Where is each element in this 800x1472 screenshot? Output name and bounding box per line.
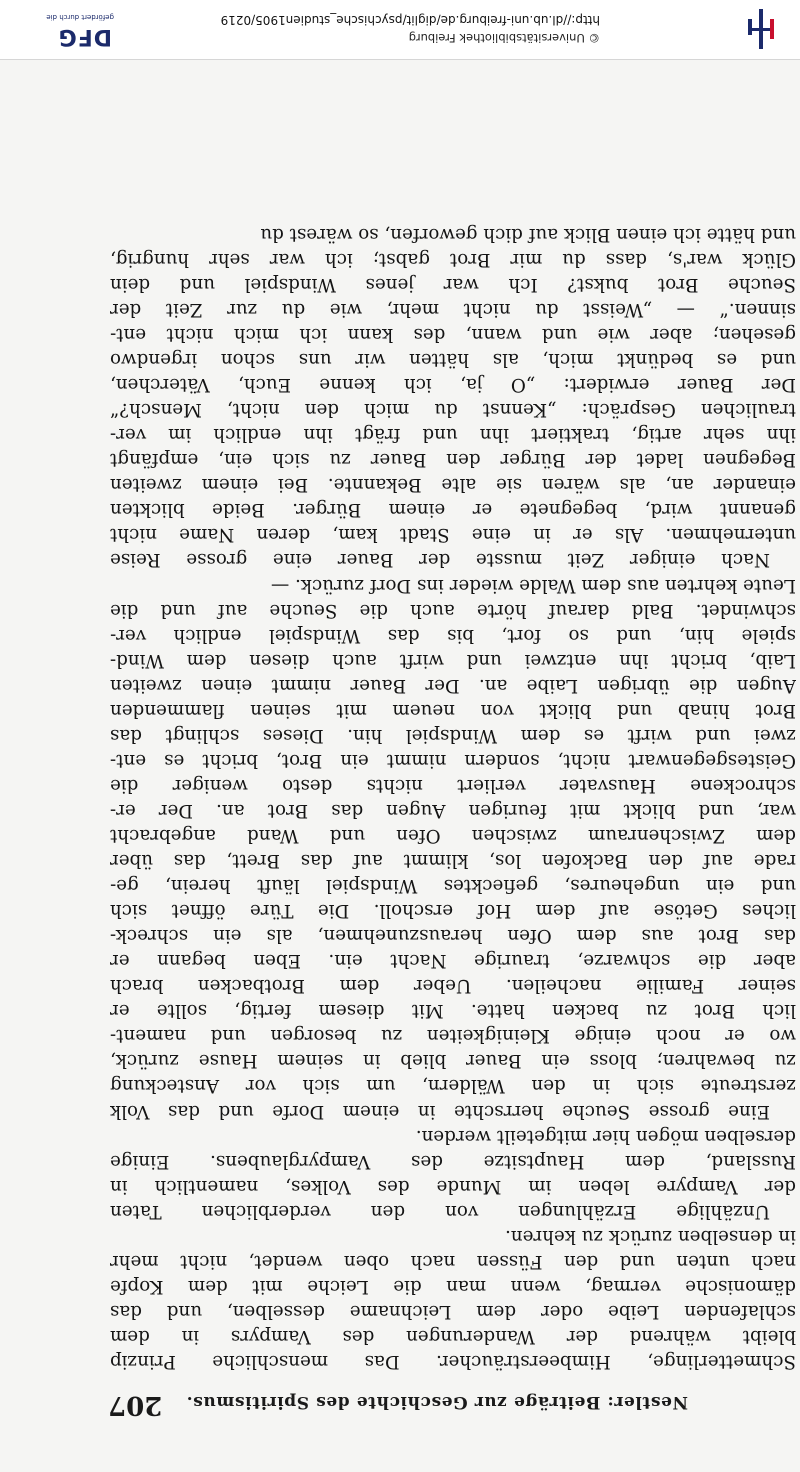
text-line: Unzählige Erzählungen von den verderblichen Taten — [110, 1200, 770, 1222]
text-line: wo er noch einige Kleinigkeiten zu besorgen und nament- — [110, 1025, 796, 1047]
dfg-logo-text: DFG — [57, 24, 112, 49]
text-line: einander an, als wären sie alte Bekannte. Bei einem zweiten — [110, 474, 796, 496]
text-line: zwei und wirft es dem Windspiel hin. Dieses schlingt das — [110, 724, 796, 746]
page-number: 207 — [108, 1390, 163, 1420]
text-line: Eine grosse Seuche herrschte in einem Dorfe und das Volk — [110, 1100, 770, 1122]
text-line: liches Getöse auf dem Hof erscholl. Die Türe öffnet sich — [110, 900, 796, 922]
text-line: schlafenden Leibe oder dem Leichname desselben, und das — [110, 1300, 796, 1322]
text-line: Begegnen ladet der Bürger den Bauer zu sich ein, empfängt — [110, 449, 796, 471]
text-line: rade auf den Backofen los, klimmt auf das Brett, das über — [110, 850, 796, 872]
text-line: schwindet. Bald darauf hörte auch die Seuche auf und die — [110, 599, 796, 621]
text-line: Laib, bricht ihn entzwei und wirft auch diesen dem Wind- — [110, 649, 796, 671]
text-line: aber die schwarze, traurige Nacht ein. Eben begann er — [110, 950, 796, 972]
body-text — [110, 224, 796, 1374]
text-line: Glück war's, dass du mir Brot gabst; ich war sehr hungrig, — [110, 248, 796, 270]
dfg-logo-caption: gefördert durch die — [46, 13, 114, 21]
text-line: Russland, dem Hauptsitze des Vampyrglaubens. Einige — [110, 1150, 796, 1172]
footer-bar — [0, 0, 800, 60]
text-line: dem Zwischenraum zwischen Ofen und Wand angebracht — [110, 825, 796, 847]
text-line: derselben mögen hier mitgeteilt werden. — [415, 1125, 796, 1147]
text-line: Geistesgegenwart nicht, sondern nimmt ein Brot, bricht es ent- — [110, 749, 796, 771]
page-fold-mark-icon — [744, 9, 778, 49]
text-line: Seuche Brot bukst? Ich war jenes Windspiel und dein — [110, 273, 796, 295]
copyright-notice: © Universitätsbibliothek Freiburg — [408, 31, 600, 45]
text-line: sinnen.“ — „Weisst du nicht mehr, wie du zur Zeit der — [110, 299, 796, 321]
text-line: und ein ungeheures, gefiecktes Windspiel läuft herein, ge- — [110, 875, 796, 897]
text-line: ihn sehr artig, traktiert ihn und frägt ihn endlich im ver- — [110, 424, 796, 446]
text-line: genannt wird, begegnete er einem Bürger. Beide blickten — [110, 499, 796, 521]
text-line: zerstreute sich in den Wäldern, um sich vor Ansteckung — [110, 1075, 796, 1097]
text-line: schrockene Hausvater verliert nichts desto weniger die — [110, 774, 796, 796]
text-line: zu bewahren; bloss ein Bauer blieb in seinem Hause zurück, — [110, 1050, 796, 1072]
text-line: spiele hin, und so fort, bis das Windspiel endlich ver- — [110, 624, 796, 646]
source-url-link[interactable]: http://dl.ub.uni-freiburg.de/diglit/psychische_studien1905/0219 — [220, 13, 600, 27]
text-line: bleibt während der Wanderungen des Vampyrs in dem — [110, 1325, 796, 1347]
text-line: Der Bauer erwidert: „O ja, ich kenne Euch, Väterchen, — [110, 374, 796, 396]
text-line: der Vampyre leben im Munde des Volkes, namentlich in — [110, 1175, 796, 1197]
text-line: Brot hinab und blickt von neuem mit seinen flammenden — [110, 699, 796, 721]
text-line: Nach einiger Zeit musste der Bauer eine grosse Reise — [110, 549, 770, 571]
running-head: Nestler: Beiträge zur Geschichte des Spiritismus. — [186, 1392, 688, 1412]
text-line: lich Brot zu backen hatte. Mit diesem fertig, sollte er — [110, 1000, 796, 1022]
text-line: in denselben zurück zu kehren. — [505, 1225, 796, 1247]
text-line: Augen die übrigen Laibe an. Der Bauer nimmt einen zweiten — [110, 674, 796, 696]
text-line: dämonische vermag, wenn man die Leiche mit dem Kopfe — [110, 1275, 796, 1297]
text-line: traulichen Gespräch: „Kennst du mich den nicht, Mensch?“ — [110, 399, 796, 421]
text-line: Leute kehrten aus dem Walde wieder ins Dorf zurück. — — [271, 574, 796, 596]
text-line: war, und blickt mit feurigen Augen das Brot an. Der er- — [110, 799, 796, 821]
page-header — [108, 1384, 688, 1420]
text-line: nach unten und den Füssen nach oben wendet, nicht mehr — [110, 1250, 796, 1272]
text-line: und hätte ich einen Blick auf dich geworfen, so wärest du — [260, 223, 796, 245]
text-line: das Brot aus dem Ofen herauszunehmen, als ein schreck- — [110, 925, 796, 947]
text-line: Schmetterlinge, Himbeersträucher. Das menschliche Prinzip — [110, 1351, 796, 1372]
text-line: seiner Familie nacheilen. Ueber dem Brotbacken brach — [110, 975, 796, 997]
text-line: gesehen; aber wie und wann, des kann ich mich nicht ent- — [110, 324, 796, 346]
text-line: und es bedünkt mich, als hätten wir uns schon irgendwo — [110, 349, 796, 371]
text-line: unternehmen. Als er in eine Stadt kam, deren Name nicht — [110, 524, 796, 546]
